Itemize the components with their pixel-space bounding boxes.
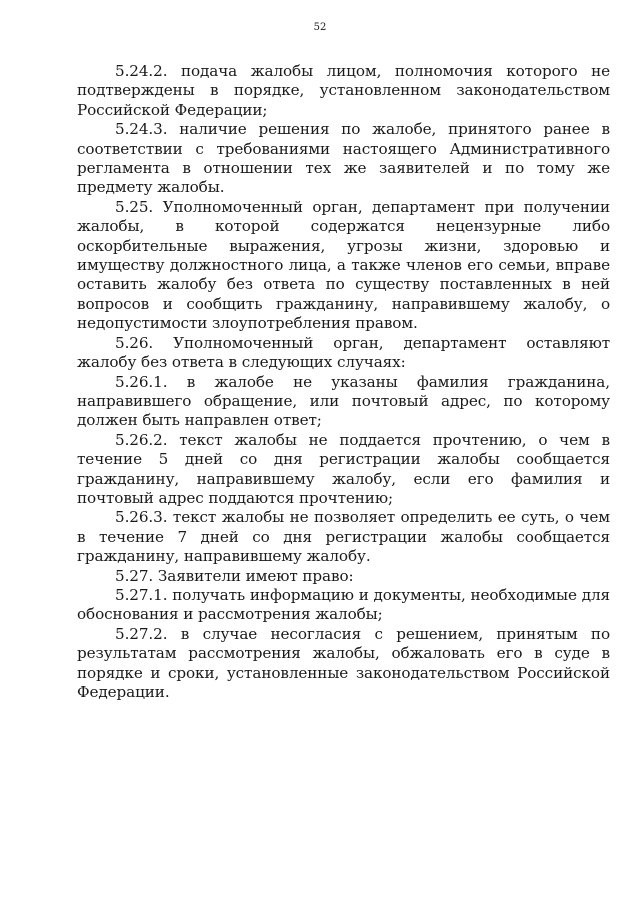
paragraph-5-26: 5.26. Уполномоченный орган, департамент оставляют жалобу без ответа в следующих случаях:: [77, 333, 610, 372]
paragraph-5-24-3: 5.24.3. наличие решения по жалобе, принятого ранее в соответствии с требованиями настоящего Административного регламента в отношении тех же заявителей и по тому же предмету жалобы.: [77, 120, 610, 197]
paragraph-5-26-1: 5.26.1. в жалобе не указаны фамилия гражданина, направившего обращение, или почтовый адрес, по которому должен быть направлен ответ;: [77, 372, 610, 430]
paragraph-5-27: 5.27. Заявители имеют право:: [115, 566, 354, 585]
paragraph-5-27-2: 5.27.2. в случае несогласия с решением, принятым по результатам рассмотрения жалобы, обжаловать его в суде в порядке и сроки, установленные законодательством Российской Федерации.: [77, 624, 610, 701]
paragraph-5-26-2: 5.26.2. текст жалобы не поддается прочтению, о чем в течение 5 дней со дня регистрации жалобы сообщается гражданину, направившему жалобу, если его фамилия и почтовый адрес поддаются прочтению;: [77, 430, 610, 507]
page-number: 52: [313, 22, 327, 33]
document-body: [77, 62, 610, 702]
paragraph-5-27-1: 5.27.1. получать информацию и документы, необходимые для обоснования и рассмотрения жалобы;: [77, 585, 610, 624]
paragraph-5-24-2: 5.24.2. подача жалобы лицом, полномочия которого не подтверждены в порядке, установленном законодательством Российской Федерации;: [77, 62, 610, 119]
paragraph-5-25: 5.25. Уполномоченный орган, департамент при получении жалобы, в которой содержатся нецензурные либо оскорбительные выражения, угрозы жизни, здоровью и имуществу должностного лица, а также членов его семьи, вправе оставить жалобу без ответа по существу поставленных в ней вопросов и сообщить гражданину, направившему жалобу, о недопустимости злоупотребления правом.: [77, 197, 610, 333]
paragraph-5-26-3: 5.26.3. текст жалобы не позволяет определить ее суть, о чем в течение 7 дней со дня регистрации жалобы сообщается гражданину, направившему жалобу.: [77, 508, 610, 566]
